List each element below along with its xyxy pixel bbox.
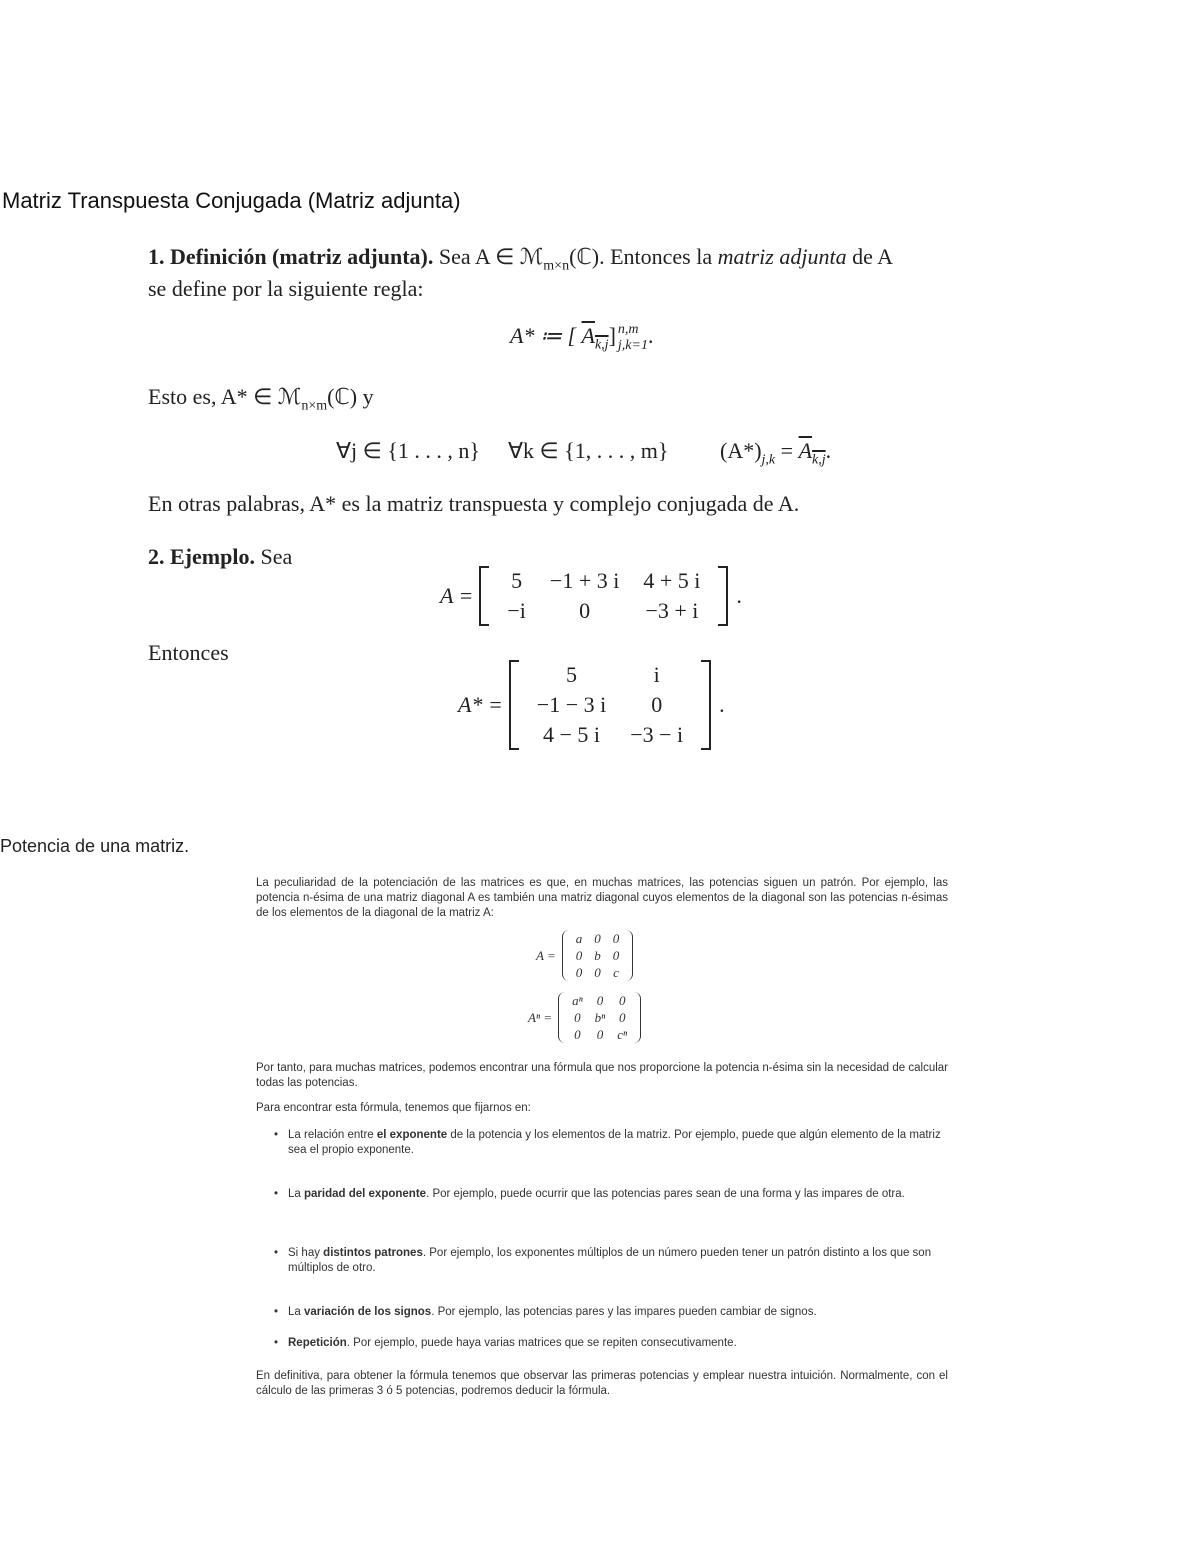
esto-sub: n×m (301, 398, 328, 414)
entonces-text: Entonces (148, 640, 229, 665)
matrix-a-lhs: A = (440, 583, 474, 608)
matrix-row (570, 930, 626, 947)
example-line (148, 544, 292, 570)
matrix-row (566, 992, 633, 1009)
eq1-sup: n,m (617, 322, 639, 337)
matrix-a (479, 566, 728, 626)
matrix-cell: −3 − i (630, 722, 684, 747)
matrix-cell: 0 (574, 1027, 581, 1042)
matrix-row (566, 1009, 633, 1026)
bullet-list-3 (272, 1246, 948, 1276)
definition-text-b: (ℂ). Entonces la (569, 244, 713, 269)
matrix-cell: −i (507, 598, 526, 623)
matrix-cell: 4 + 5 i (643, 568, 701, 593)
eq2-d: = (780, 438, 794, 463)
bullet-list-2 (272, 1187, 948, 1202)
matrix-cell: 0 (579, 598, 591, 623)
list-item: • La variación de los signos. Por ejemplo, las potencias pares y las impares pueden cambiar de signos. (272, 1305, 948, 1320)
matrix-cell: −3 + i (645, 598, 699, 623)
section-heading-potencia: Potencia de una matriz. (0, 836, 190, 856)
matrix-a-dot: . (736, 583, 742, 608)
matrix-row (495, 596, 712, 626)
paragraph-en-definitiva: En definitiva, para obtener la fórmula tenemos que observar las primeras potencias y emplear nuestra intuición. Normalmente, con el cálculo de las primeras 3 ó 5 potencias, podremos deducir la fórmula. (256, 1370, 948, 1397)
matrix-a-example (440, 566, 742, 626)
matrix-a-star (509, 660, 711, 750)
esto-b: (ℂ) y (327, 384, 374, 409)
example-text: Sea (260, 544, 293, 569)
eq2-entry-equality (720, 438, 831, 468)
page-title: Matriz Transpuesta Conjugada (Matriz adjunta) (2, 188, 461, 213)
bullet-list-4 (272, 1305, 948, 1320)
definition-label: 1. Definición (matriz adjunta). (148, 244, 434, 269)
matrix-cell: 0 (612, 948, 620, 963)
matrix-cell: 0 (594, 965, 601, 980)
matrix-cell: i (653, 662, 660, 687)
matrix-row (525, 660, 695, 690)
matrix-cell: 0 (575, 965, 583, 980)
matrix-cell: 0 (575, 948, 583, 963)
matrix-cell: 0 (596, 1027, 604, 1042)
otras-palabras: En otras palabras, A* es la matriz transpuesta y complejo conjugada de A. (148, 491, 800, 516)
m2-lhs: Aⁿ = (528, 1010, 553, 1025)
matrix-cell: cⁿ (617, 1027, 628, 1042)
example-label: 2. Ejemplo. (148, 544, 255, 569)
diagonal-matrix-a-power (528, 992, 641, 1043)
matrix-cell: 0 (618, 993, 626, 1008)
matrix-a-star-dot: . (719, 692, 725, 717)
list-item: • La paridad del exponente. Por ejemplo, puede ocurrir que las potencias pares sean de una forma y las impares de otra. (272, 1187, 948, 1202)
paragraph-por-tanto: Por tanto, para muchas matrices, podemos encontrar una fórmula que nos proporcione la potencia n-ésima sin la necesidad de calcular todas las potencias. (256, 1062, 948, 1089)
matrix-a-star-example (458, 660, 725, 750)
eq2-e: $A_{k,j}$ (798, 438, 826, 468)
eq2-c: (A*) (720, 438, 762, 463)
matrix-cell: bⁿ (594, 1010, 606, 1025)
eq2-for-all-j: ∀j ∈ {1 . . . , n} (336, 438, 480, 463)
matrix-cell: 0 (574, 1010, 581, 1025)
matrix-diag (562, 930, 634, 981)
matrix-cell: b (594, 948, 601, 963)
equation-adjoint-definition (510, 322, 653, 354)
bullet-list-1 (272, 1128, 948, 1158)
eq1-lhs: A* ≔ [ (510, 323, 576, 349)
matrix-cell: 4 − 5 i (543, 722, 601, 747)
matrix-cell: 5 (511, 568, 523, 593)
matrix-row (566, 1026, 633, 1043)
bullet-list-5 (272, 1336, 948, 1351)
definition-sub: m×n (543, 258, 570, 274)
matrix-row (495, 566, 712, 596)
definition-text-c: de A (852, 244, 894, 269)
matrix-cell: aⁿ (572, 993, 583, 1008)
eq1-entry: $A_{k,j}$ (581, 323, 609, 353)
esto-es-line (148, 384, 374, 414)
paragraph-para-encontrar: Para encontrar esta fórmula, tenemos que fijarnos en: (256, 1102, 531, 1114)
diagonal-matrix-a (536, 930, 633, 981)
eq2-end: . (825, 438, 832, 463)
eq1-sub: j,k=1 (617, 338, 648, 353)
matrix-cell: 0 (651, 692, 663, 717)
eq1-rb: ] (608, 323, 616, 349)
eq2-for-all-k: ∀k ∈ {1, . . . , m} (508, 438, 669, 463)
m1-lhs: A = (536, 948, 556, 963)
definition-line-1 (148, 244, 893, 274)
definition-text-a: Sea A ∈ ℳ (438, 244, 544, 269)
matrix-cell: −1 + 3 i (549, 568, 620, 593)
definition-line-2: se define por la siguiente regla: (148, 276, 424, 301)
matrix-cell: 0 (596, 993, 604, 1008)
matrix-cell: 0 (612, 931, 620, 946)
list-item: • Repetición. Por ejemplo, puede haya varias matrices que se repiten consecutivamente. (272, 1336, 948, 1351)
matrix-row (570, 964, 626, 981)
matrix-cell: c (613, 965, 619, 980)
matrix-row (570, 947, 626, 964)
matrix-cell: 5 (566, 662, 578, 687)
list-item: • La relación entre el exponente de la potencia y los elementos de la matriz. Por ejemplo, puede que algún elemento de la matriz sea el propio exponente. (272, 1128, 948, 1158)
eq2-c-sub: j,k (761, 452, 776, 468)
matrix-cell: 0 (594, 931, 601, 946)
list-item: • Si hay distintos patrones. Por ejemplo, los exponentes múltiplos de un número pueden tener un patrón distinto a los que son múltiplos de otro. (272, 1246, 948, 1276)
eq1-end: . (647, 323, 654, 349)
esto-a: Esto es, A* ∈ ℳ (148, 384, 302, 409)
definition-italic: matriz adjunta (717, 244, 847, 269)
matrix-cell: −1 − 3 i (536, 692, 607, 717)
matrix-cell: 0 (618, 1010, 626, 1025)
matrix-row (525, 690, 695, 720)
matrix-diag-power (558, 992, 641, 1043)
matrix-row (525, 720, 695, 750)
intro-paragraph: La peculiaridad de la potenciación de las matrices es que, en muchas matrices, las potencias siguen un patrón. Por ejemplo, las potencia n-ésima de una matriz diagonal A es también una matriz diagonal cuyos elementos de la diagonal son las potencias n-ésimas de los elementos de la diagonal de la matriz A: (256, 877, 948, 919)
matrix-cell: a (575, 931, 583, 946)
matrix-a-star-lhs: A* = (458, 692, 503, 717)
